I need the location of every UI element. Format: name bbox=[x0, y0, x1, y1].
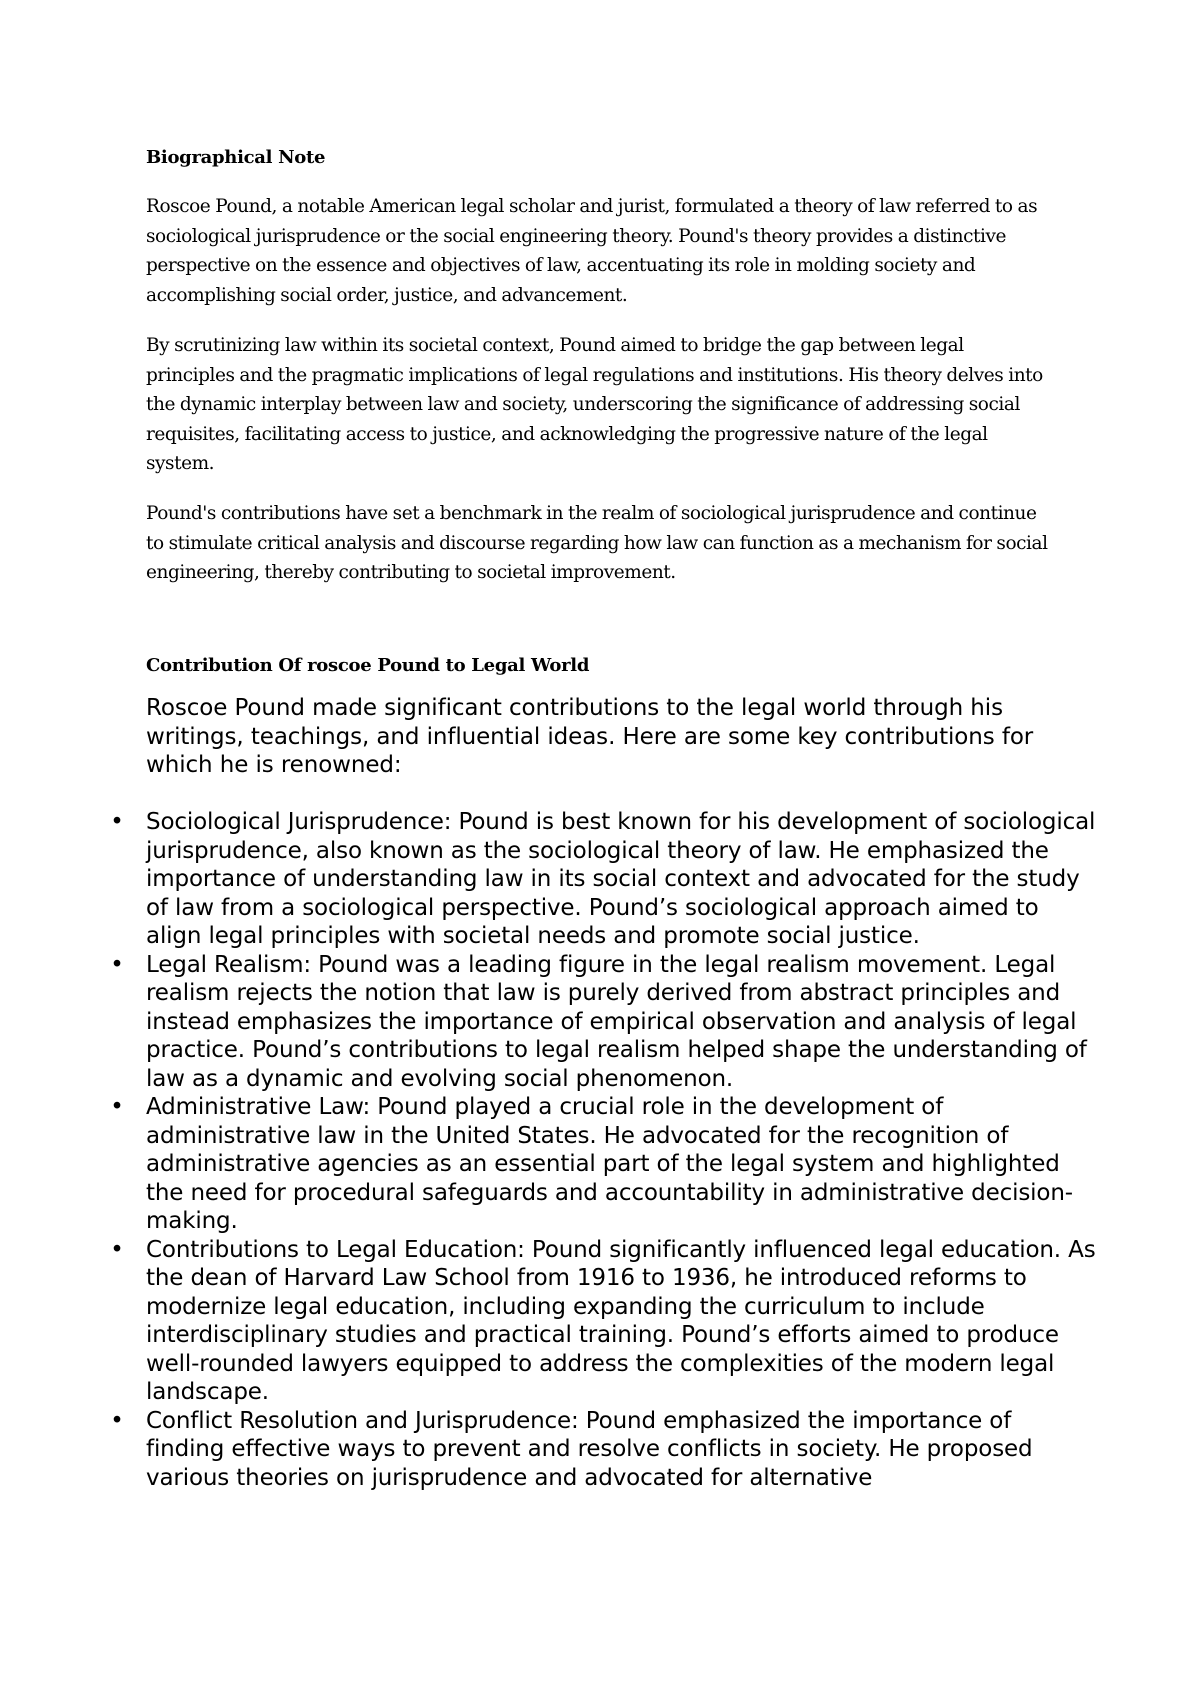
bullet-icon: • bbox=[110, 1407, 124, 1434]
bullet-icon: • bbox=[110, 809, 124, 835]
list-item-text: Contributions to Legal Education: Pound significantly influenced legal education. As the dean of Harvard Law School from 1916 to 1936, he introduced reforms to modernize legal education, including expanding the curriculum to include interdisciplinary studies and practical training. Pound’s efforts aimed to produce well-rounded lawyers equipped to address the complexities of the modern legal landscape. bbox=[146, 1236, 1096, 1405]
list-item-text: Conflict Resolution and Jurisprudence: Pound emphasized the importance of finding effective ways to prevent and resolve conflicts in society. He proposed various theories on jurisprudence and advocated for alternative bbox=[146, 1407, 1033, 1491]
bullet-icon: • bbox=[110, 1236, 124, 1263]
contributions-list bbox=[110, 808, 1096, 1492]
biography-paragraph-2: By scrutinizing law within its societal context, Pound aimed to bridge the gap between legal principles and the pragmatic implications of legal regulations and institutions. His theory delves into the dynamic interplay between law and society, underscoring the significance of addressing social requisites, facilitating access to justice, and acknowledging the progressive nature of the legal system. bbox=[146, 335, 1043, 474]
contributions-intro: Roscoe Pound made significant contributions to the legal world through his writings, teachings, and influential ideas. Here are some key contributions for which he is renowned: bbox=[146, 695, 1034, 778]
bullet-icon: • bbox=[110, 951, 124, 978]
list-item bbox=[110, 1236, 1096, 1407]
list-item bbox=[110, 1407, 1096, 1493]
list-item bbox=[110, 1093, 1096, 1236]
list-item-text: Legal Realism: Pound was a leading figure in the legal realism movement. Legal realism rejects the notion that law is purely derived from abstract principles and instead emphasizes the importance of empirical observation and analysis of legal practice. Pound’s contributions to legal realism helped shape the understanding of law as a dynamic and evolving social phenomenon. bbox=[146, 951, 1087, 1092]
list-item-text: Administrative Law: Pound played a crucial role in the development of administrative law in the United States. He advocated for the recognition of administrative agencies as an essential part of the legal system and highlighted the need for procedural safeguards and accountability in administrative decision-making. bbox=[146, 1094, 1073, 1234]
list-item bbox=[110, 951, 1096, 1094]
contributions-heading: Contribution Of roscoe Pound to Legal World bbox=[146, 655, 590, 676]
list-item-text: Sociological Jurisprudence: Pound is best known for his development of sociological jurisprudence, also known as the sociological theory of law. He emphasized the importance of understanding law in its social context and advocated for the study of law from a sociological perspective. Pound’s sociological approach aimed to align legal principles with societal needs and promote social justice. bbox=[146, 809, 1096, 949]
list-item bbox=[110, 808, 1096, 951]
bullet-icon: • bbox=[110, 1094, 124, 1120]
biographical-note-heading: Biographical Note bbox=[146, 147, 326, 168]
biography-paragraph-1: Roscoe Pound, a notable American legal scholar and jurist, formulated a theory of law referred to as sociological jurisprudence or the social engineering theory. Pound's theory provides a distinctive perspective on the essence and objectives of law, accentuating its role in molding society and accomplishing social order, justice, and advancement. bbox=[146, 196, 1038, 306]
biography-paragraph-3: Pound's contributions have set a benchmark in the realm of sociological jurisprudence and continue to stimulate critical analysis and discourse regarding how law can function as a mechanism for social engineering, thereby contributing to societal improvement. bbox=[146, 503, 1048, 583]
